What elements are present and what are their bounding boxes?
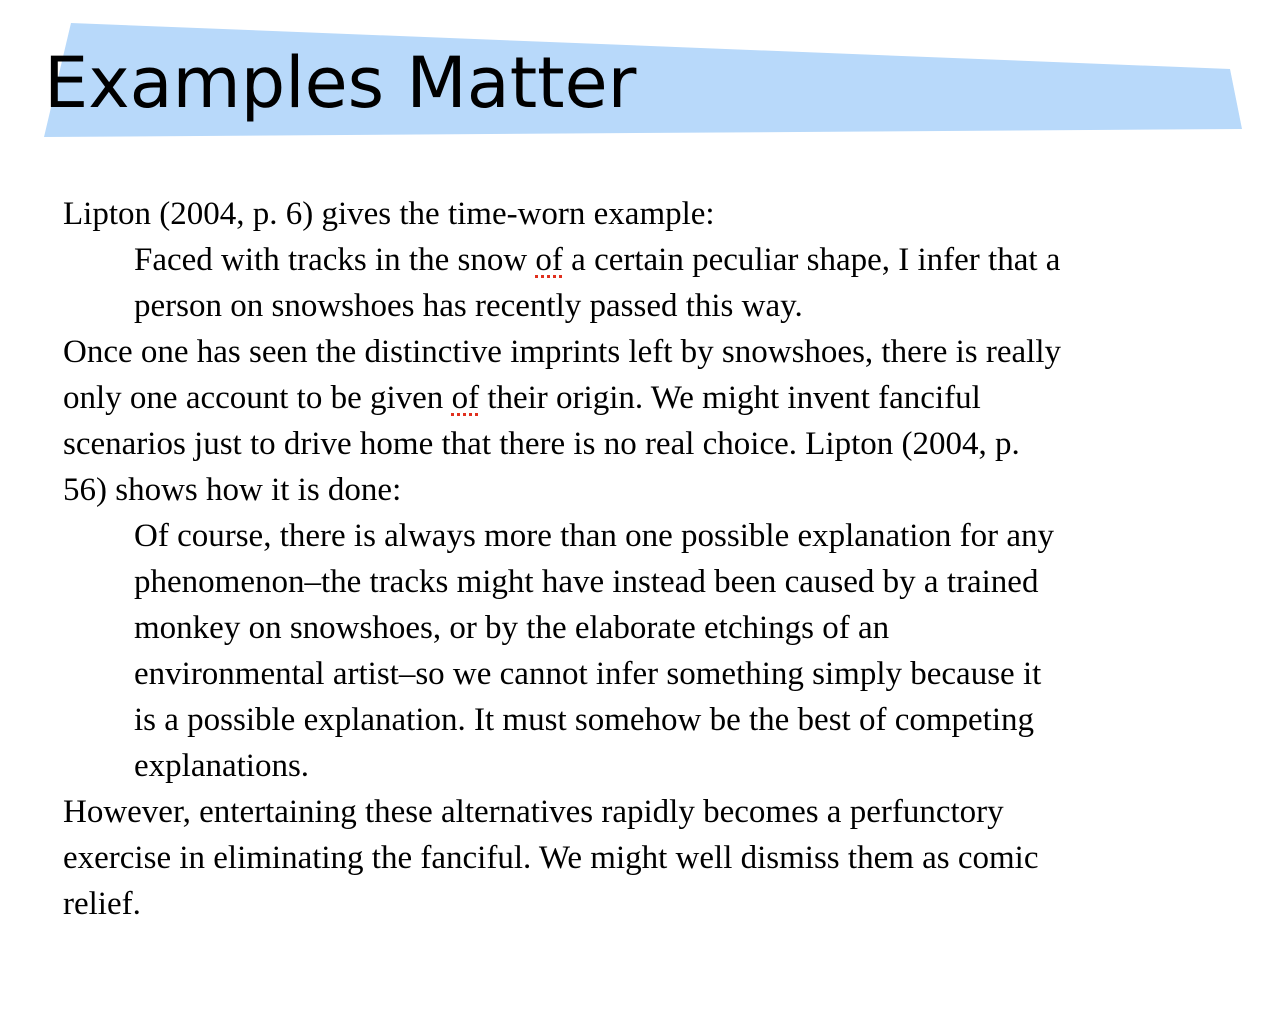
spellcheck-flagged-word[interactable]: of: [451, 380, 480, 416]
intro-paragraph: Lipton (2004, p. 6) gives the time-worn example:: [63, 196, 715, 232]
spellcheck-flagged-word[interactable]: of: [535, 242, 563, 278]
quote-text-start: Faced with tracks in the snow: [134, 242, 536, 278]
block-quote-snowshoe-tracks: [134, 237, 1063, 329]
paragraph-text-start: Once one has seen the distinctive imprints left by snowshoes, there is really only one account to be given: [63, 334, 1062, 416]
paragraph-text-end: their origin. We might invent fanciful scenarios just to drive home that there is no real choice. Lipton (2004, p. 56) shows how it is done:: [63, 380, 1020, 508]
conclusion-paragraph: However, entertaining these alternatives rapidly becomes a perfunctory exercise in eliminating the fanciful. We might well dismiss them as comic relief.: [63, 794, 1039, 922]
explanation-paragraph: [63, 329, 1063, 513]
slide-body: [63, 191, 1063, 927]
page-title: Examples Matter: [44, 42, 637, 124]
block-quote-competing-explanations: Of course, there is always more than one possible explanation for any phenomenon–the tracks might have instead been caused by a trained monkey on snowshoes, or by the elaborate etchings of an environmental artist–so we cannot infer something simply because it is a possible explanation. It must somehow be the best of competing explanations.: [134, 518, 1055, 784]
quote-text-end: a certain peculiar shape, I infer that a person on snowshoes has recently passed this way.: [134, 242, 1061, 324]
